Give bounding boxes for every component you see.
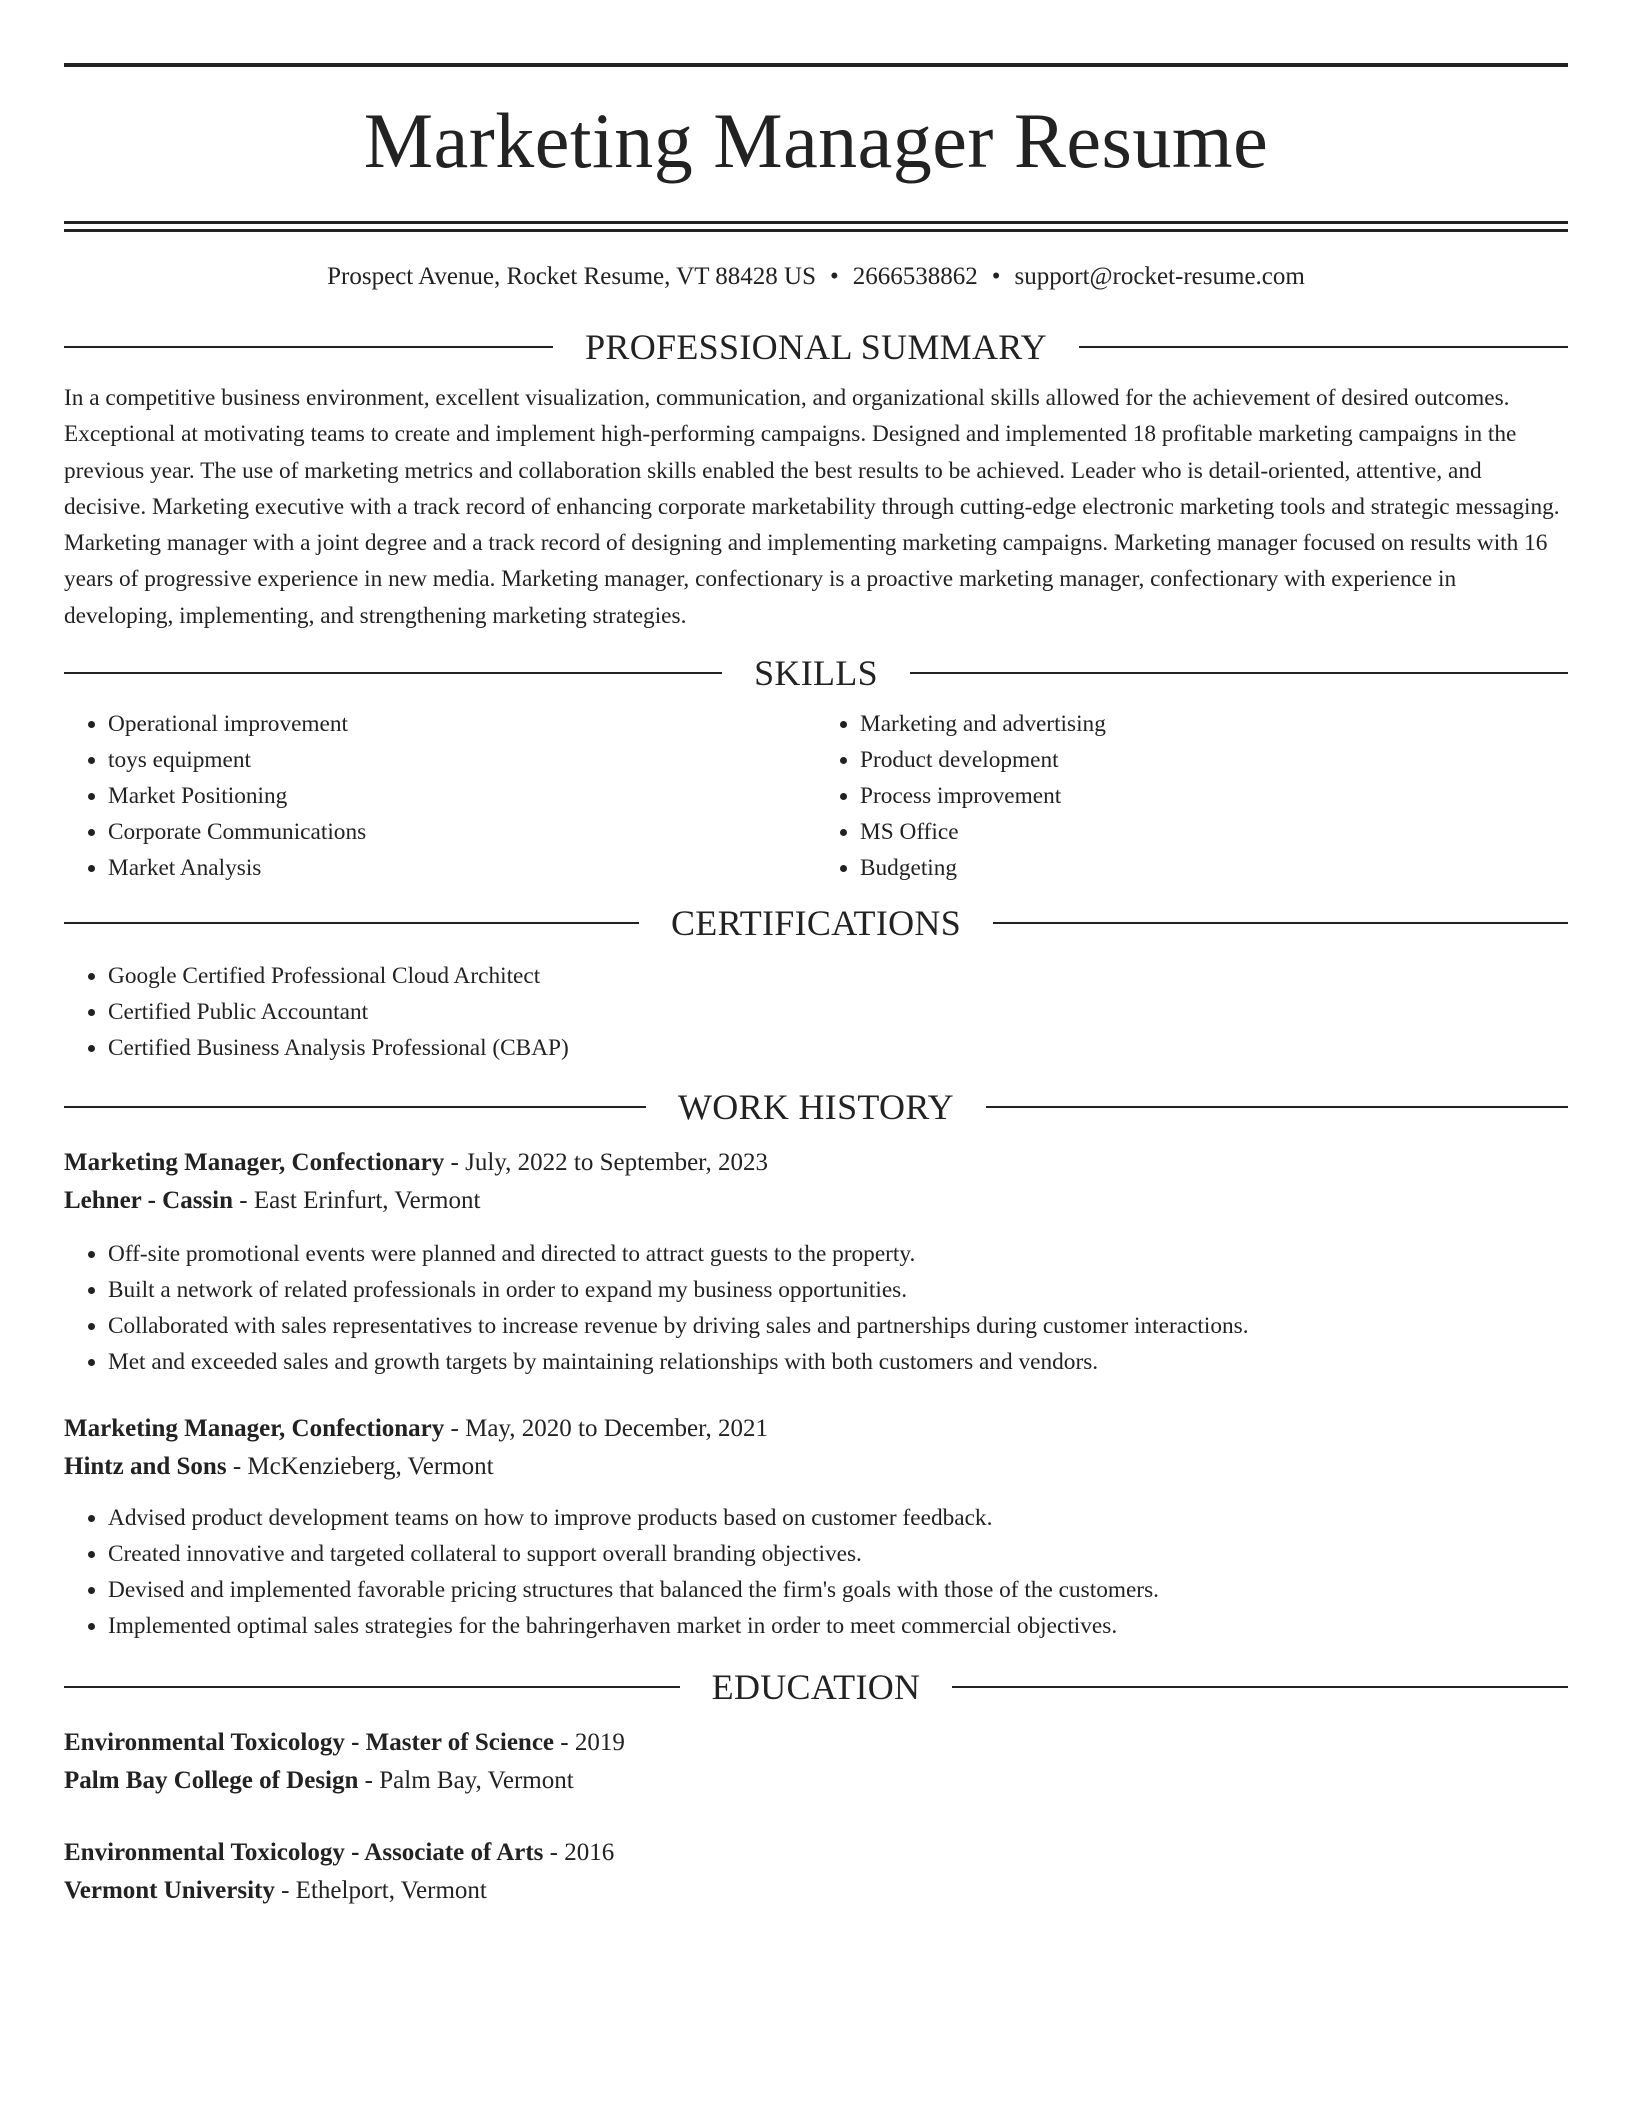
list-item: • Created innovative and targeted collateral to support overall branding objectives. xyxy=(108,1536,1568,1572)
section-rule xyxy=(952,1686,1568,1688)
list-item: • Devised and implemented favorable pricing structures that balanced the firm's goals with those of the customers. xyxy=(108,1572,1568,1608)
list-item: • Met and exceeded sales and growth targets by maintaining relationships with both customers and vendors. xyxy=(108,1344,1568,1380)
job-bullets xyxy=(64,1236,1568,1380)
resume-page xyxy=(64,0,1568,1910)
job-dates: - May, 2020 to December, 2021 xyxy=(444,1415,768,1443)
section-title: SKILLS xyxy=(754,653,878,694)
education-school: Vermont University xyxy=(64,1877,275,1905)
section-rule xyxy=(910,672,1568,674)
education-year: - 2016 xyxy=(543,1839,615,1867)
list-item: • Budgeting xyxy=(860,850,1568,886)
certifications-list xyxy=(64,958,1568,1066)
job-company-line xyxy=(64,1182,1568,1220)
education-degree: Environmental Toxicology - Master of Science xyxy=(64,1729,555,1757)
section-title: PROFESSIONAL SUMMARY xyxy=(585,327,1047,367)
section-header-certifications xyxy=(64,898,1568,948)
page-title: Marketing Manager Resume xyxy=(363,97,1269,184)
section-rule xyxy=(64,672,722,674)
skills-column-left xyxy=(64,706,816,886)
section-title: CERTIFICATIONS xyxy=(670,903,962,944)
contact-address: Prospect Avenue, Rocket Resume, VT 88428 US xyxy=(327,263,816,290)
education-degree-line xyxy=(64,1834,1568,1872)
job-dates: - July, 2022 to September, 2023 xyxy=(444,1149,768,1177)
list-item: • Google Certified Professional Cloud Architect xyxy=(108,958,1568,994)
contact-line xyxy=(64,260,1568,294)
contact-phone: 2666538862 xyxy=(852,263,978,290)
job-location: - McKenzieberg, Vermont xyxy=(226,1453,494,1481)
section-rule xyxy=(64,1106,646,1108)
job-title: Marketing Manager, Confectionary xyxy=(64,1415,445,1443)
education-location: - Ethelport, Vermont xyxy=(274,1877,487,1905)
list-item: • Certified Business Analysis Professional (CBAP) xyxy=(108,1030,1568,1066)
list-item: • Corporate Communications xyxy=(108,814,816,850)
section-rule xyxy=(64,922,639,924)
section-rule xyxy=(986,1106,1568,1108)
job-title-line xyxy=(64,1144,1568,1182)
list-item: • Certified Public Accountant xyxy=(108,994,1568,1030)
job-title-line xyxy=(64,1410,1568,1448)
section-rule xyxy=(993,922,1568,924)
job-location: - East Erinfurt, Vermont xyxy=(233,1187,481,1215)
section-header-work-history xyxy=(64,1082,1568,1132)
skills-column-right xyxy=(816,706,1568,886)
list-item: • Collaborated with sales representatives to increase revenue by driving sales and partnerships during customer interactions. xyxy=(108,1308,1568,1344)
list-item: • Implemented optimal sales strategies for the bahringerhaven market in order to meet commercial objectives. xyxy=(108,1608,1568,1644)
section-header-skills xyxy=(64,648,1568,698)
education-entry xyxy=(64,1834,1568,1910)
section-header-summary xyxy=(64,322,1568,372)
list-item: • Process improvement xyxy=(860,778,1568,814)
section-title: WORK HISTORY xyxy=(678,1087,954,1128)
list-item: • Advised product development teams on how to improve products based on customer feedback. xyxy=(108,1500,1568,1536)
job-entry xyxy=(64,1144,1568,1380)
job-title: Marketing Manager, Confectionary xyxy=(64,1149,445,1177)
education-location: - Palm Bay, Vermont xyxy=(358,1767,574,1795)
list-item: • Market Analysis xyxy=(108,850,816,886)
skills-list xyxy=(64,706,1568,886)
job-company-line xyxy=(64,1448,1568,1486)
section-title: EDUCATION xyxy=(711,1667,921,1708)
list-item: • MS Office xyxy=(860,814,1568,850)
list-item: • Operational improvement xyxy=(108,706,816,742)
section-rule xyxy=(64,1686,680,1688)
section-rule xyxy=(1079,346,1568,348)
education-school-line xyxy=(64,1762,1568,1800)
job-bullets xyxy=(64,1500,1568,1644)
education-degree-line xyxy=(64,1724,1568,1762)
job-company: Hintz and Sons xyxy=(64,1453,227,1481)
education-degree: Environmental Toxicology - Associate of Arts xyxy=(64,1839,544,1867)
list-item: • Off-site promotional events were planned and directed to attract guests to the property. xyxy=(108,1236,1568,1272)
list-item: • Market Positioning xyxy=(108,778,816,814)
job-company: Lehner - Cassin xyxy=(64,1187,234,1215)
contact-separator: • xyxy=(830,263,839,290)
job-entry xyxy=(64,1410,1568,1644)
education-entry xyxy=(64,1724,1568,1800)
section-header-education xyxy=(64,1662,1568,1712)
list-item: • Marketing and advertising xyxy=(860,706,1568,742)
section-rule xyxy=(64,346,553,348)
education-school-line xyxy=(64,1872,1568,1910)
contact-separator: • xyxy=(991,263,1001,290)
top-rule xyxy=(64,63,1568,67)
education-year: - 2019 xyxy=(554,1729,625,1757)
list-item: • Built a network of related professionals in order to expand my business opportunities. xyxy=(108,1272,1568,1308)
summary-text: In a competitive business environment, excellent visualization, communication, and organizational skills allowed for the achievement of desired outcomes. Exceptional at motivating teams to create and implement high-performing campaigns. Designed and implemented 18 profitable marketing campaigns in the previous year. The use of marketing metrics and collaboration skills enabled the best results to be achieved. Leader who is detail-oriented, attentive, and decisive. Marketing executive with a track record of enhancing corporate marketability through cutting-edge electronic marketing tools and strategic messaging. Marketing manager with a joint degree and a track record of designing and implementing marketing campaigns. Marketing manager focused on results with 16 years of progressive experience in new media. Marketing manager, confectionary is a proactive marketing manager, confectionary with experience in developing, implementing, and strengthening marketing strategies. xyxy=(64,385,1560,629)
education-school: Palm Bay College of Design xyxy=(64,1767,359,1795)
list-item: • toys equipment xyxy=(108,742,816,778)
title-double-rule xyxy=(64,221,1568,232)
list-item: • Product development xyxy=(860,742,1568,778)
contact-email: support@rocket-resume.com xyxy=(1014,263,1305,290)
